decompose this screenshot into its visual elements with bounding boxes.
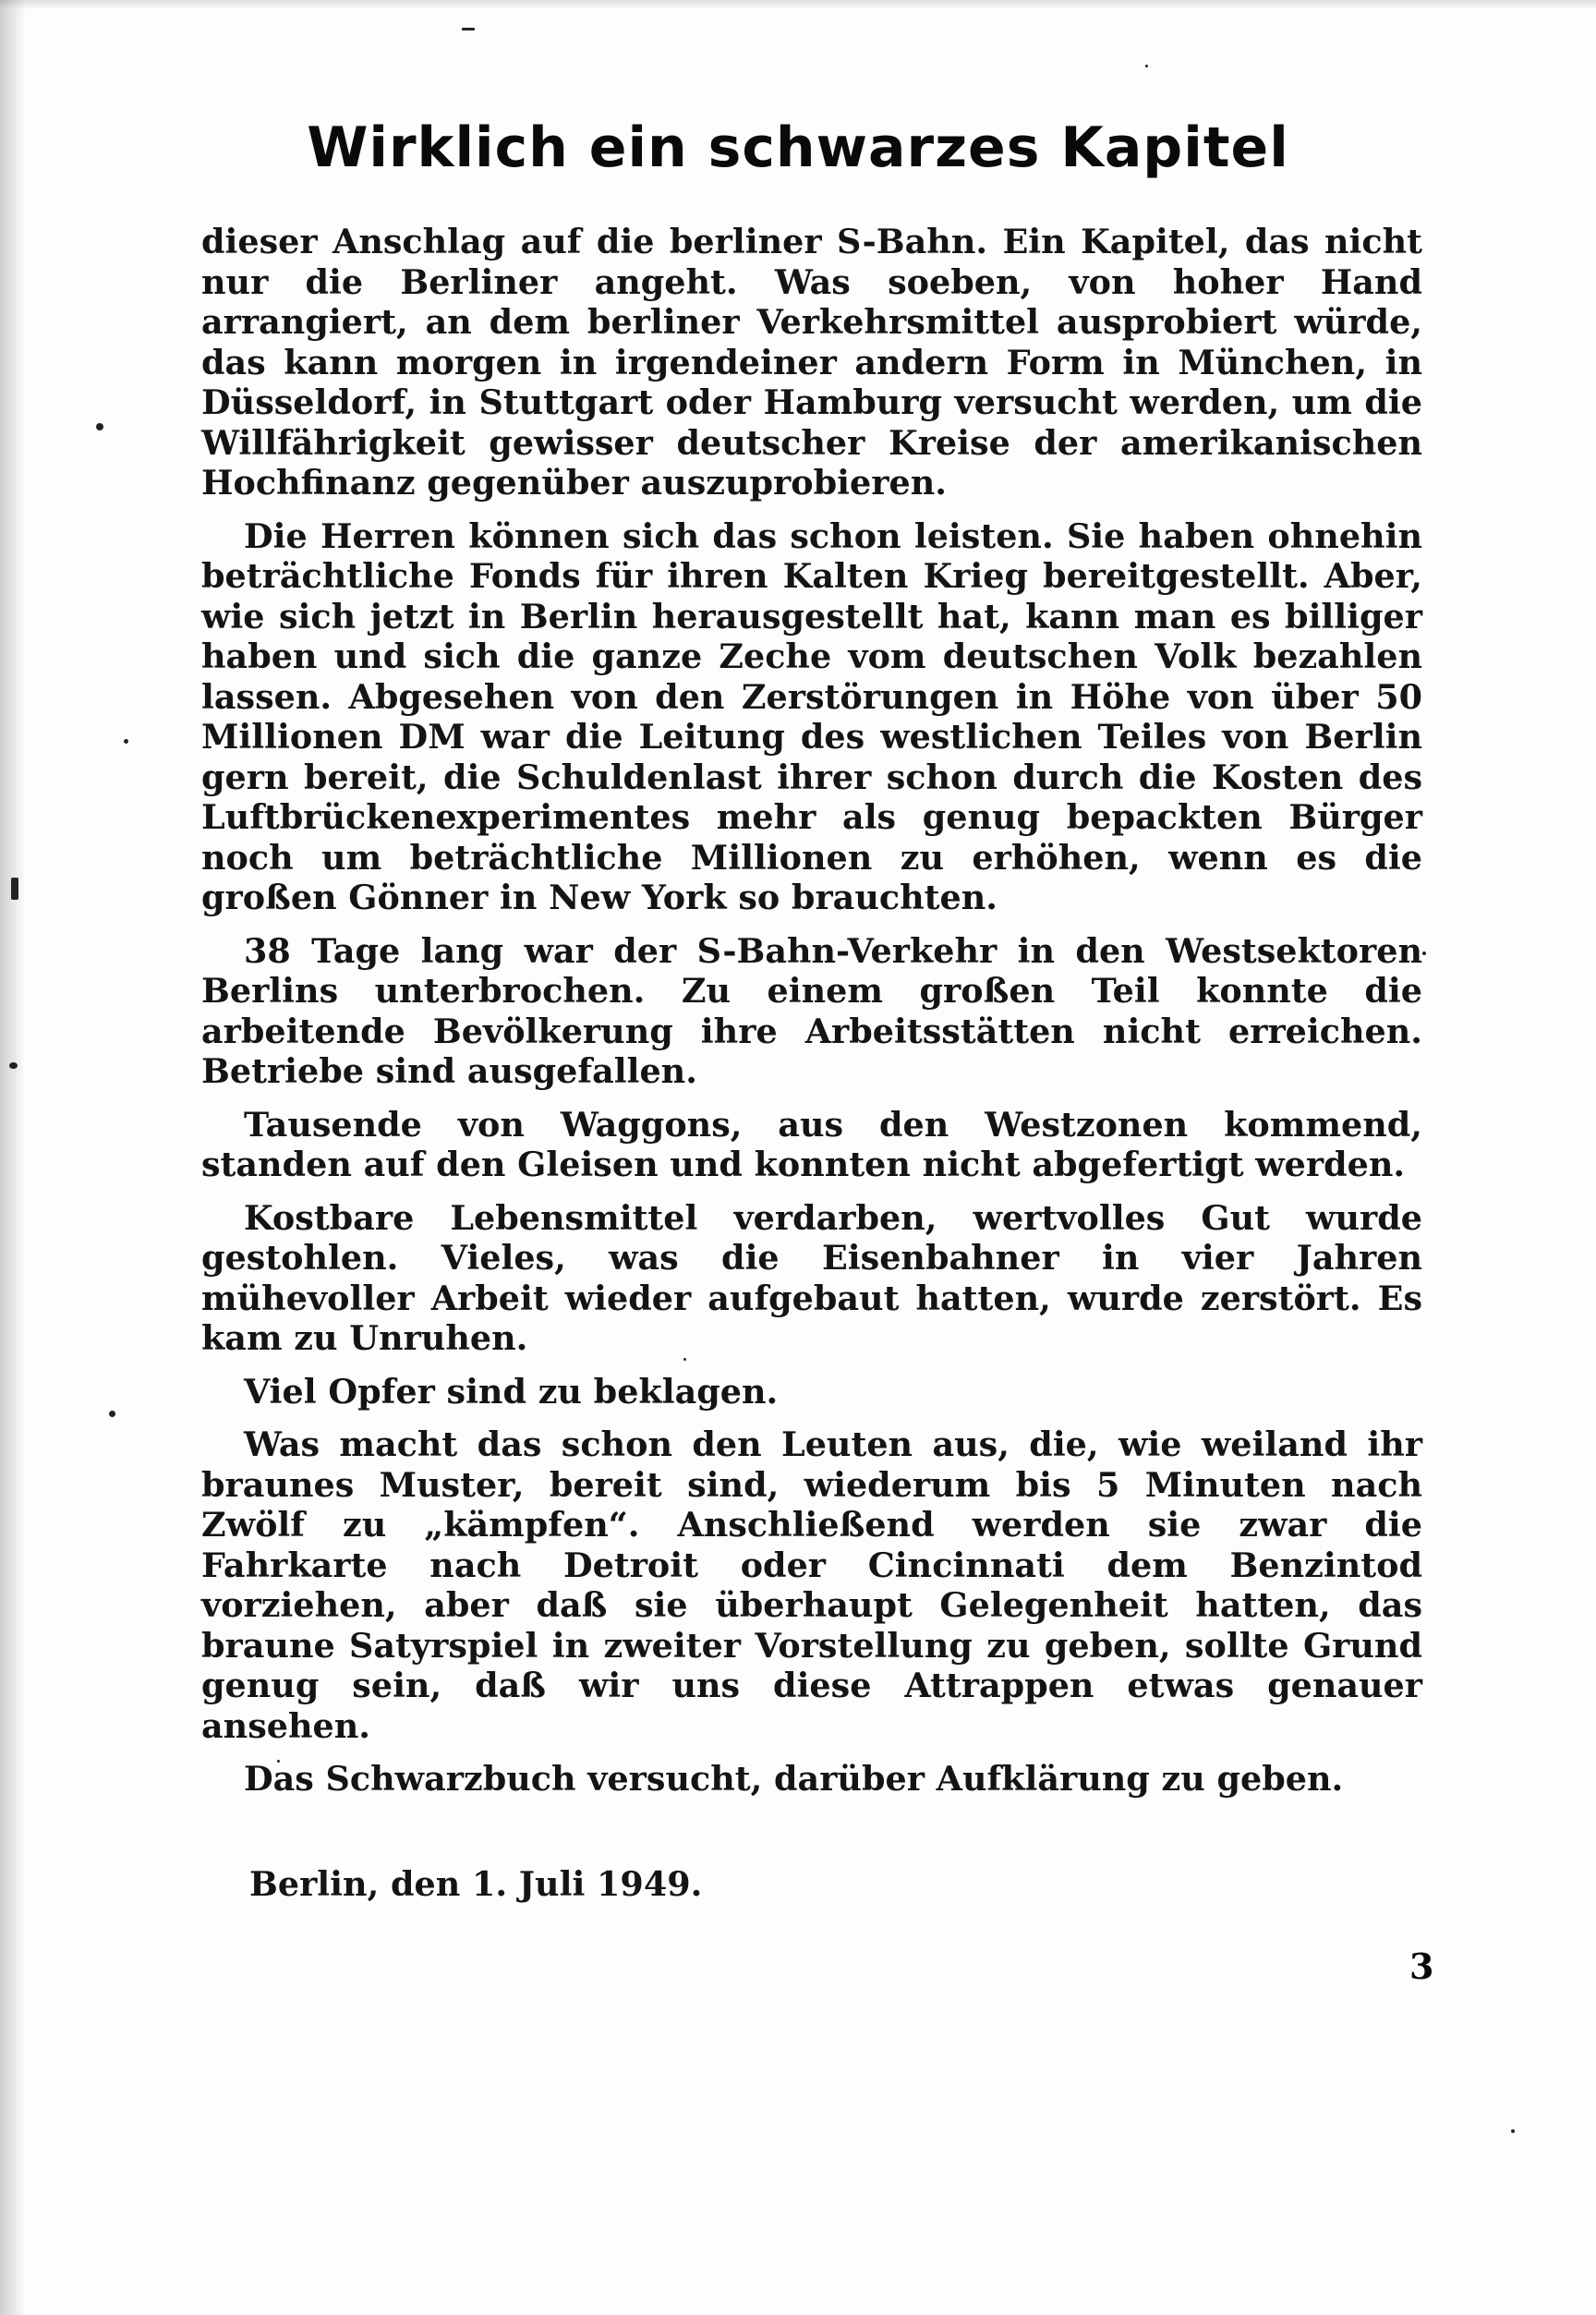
scan-speck (124, 739, 128, 744)
paragraph-5: Kostbare Lebensmittel verdarben, wertvolles Gut wurde gestohlen. Vieles, was die Eisenbahner in vier Jahren mühevoller Arbeit wieder aufgebaut hatten, wurde zerstört. Es kam zu Unruhen. (201, 1197, 1422, 1358)
paragraph-6: Viel Opfer sind zu beklagen. (244, 1371, 779, 1412)
paragraph-7: Was macht das schon den Leuten aus, die, wie weiland ihr braunes Muster, bereit sind, wiederum bis 5 Minuten nach Zwölf zu „kämpfen“. Anschließend werden sie zwar die Fahrkarte nach Detroit oder Cincinnati dem Benzintod vorziehen, aber daß sie überhaupt Gelegenheit hatten, das braune Satyrspiel in zweiter Vorstellung zu geben, sollte Grund genug sein, daß wir uns diese Attrappen etwas genauer ansehen. (201, 1424, 1422, 1746)
scan-speck (462, 28, 475, 30)
paragraph-1: dieser Anschlag auf die berliner S-Bahn. Ein Kapitel, das nicht nur die Berliner angeht. Was soeben, von hoher Hand arrangiert, an dem berliner Verkehrsmittel ausprobiert würde, das kann morgen in irgendeiner andern Form in München, in Düsseldorf, in Stuttgart oder Hamburg versucht werden, um die Willfährigkeit gewisser deutscher Kreise der amerikanischen Hochfinanz gegenüber auszuprobieren. (201, 222, 1422, 503)
scan-speck (1511, 2129, 1515, 2133)
scan-speck (9, 1062, 18, 1069)
page-title: Wirklich ein schwarzes Kapitel (307, 115, 1289, 180)
paragraph-8: Das Schwarzbuch versucht, darüber Aufklärung zu geben. (244, 1759, 1344, 1799)
body-text (201, 222, 1422, 1812)
place-date: Berlin, den 1. Juli 1949. (249, 1864, 703, 1904)
scan-edge-top (0, 0, 1596, 9)
scan-speck (1145, 65, 1148, 67)
page-number: 3 (1409, 1945, 1434, 1987)
paragraph-2: Die Herren können sich das schon leisten. Sie haben ohnehin beträchtliche Fonds für ihren Kalten Krieg bereitgestellt. Aber, wie sich jetzt in Berlin herausgestellt hat, kann man es billiger haben und sich die ganze Zeche vom deutschen Volk bezahlen lassen. Abgesehen von den Zerstörungen in Höhe von über 50 Millionen DM war die Leitung des westlichen Teiles von Berlin gern bereit, die Schuldenlast ihrer schon durch die Kosten des Luftbrückenexperimentes mehr als genug bepackten Bürger noch um beträchtliche Millionen zu erhöhen, wenn es die großen Gönner in New York so brauchten. (201, 515, 1422, 917)
paragraph-4: Tausende von Waggons, aus den Westzonen kommend, standen auf den Gleisen und konnten nicht abgefertigt werden. (201, 1104, 1422, 1184)
scan-speck (96, 423, 103, 430)
scan-edge-left (0, 0, 26, 2315)
paragraph-3: 38 Tage lang war der S-Bahn-Verkehr in den Westsektoren Berlins unterbrochen. Zu einem großen Teil konnte die arbeitende Bevölkerung ihre Arbeitsstätten nicht erreichen. Betriebe sind ausgefallen. (201, 930, 1422, 1091)
scan-speck (11, 878, 18, 900)
scan-speck (109, 1411, 115, 1417)
scan-speck (1422, 951, 1426, 955)
